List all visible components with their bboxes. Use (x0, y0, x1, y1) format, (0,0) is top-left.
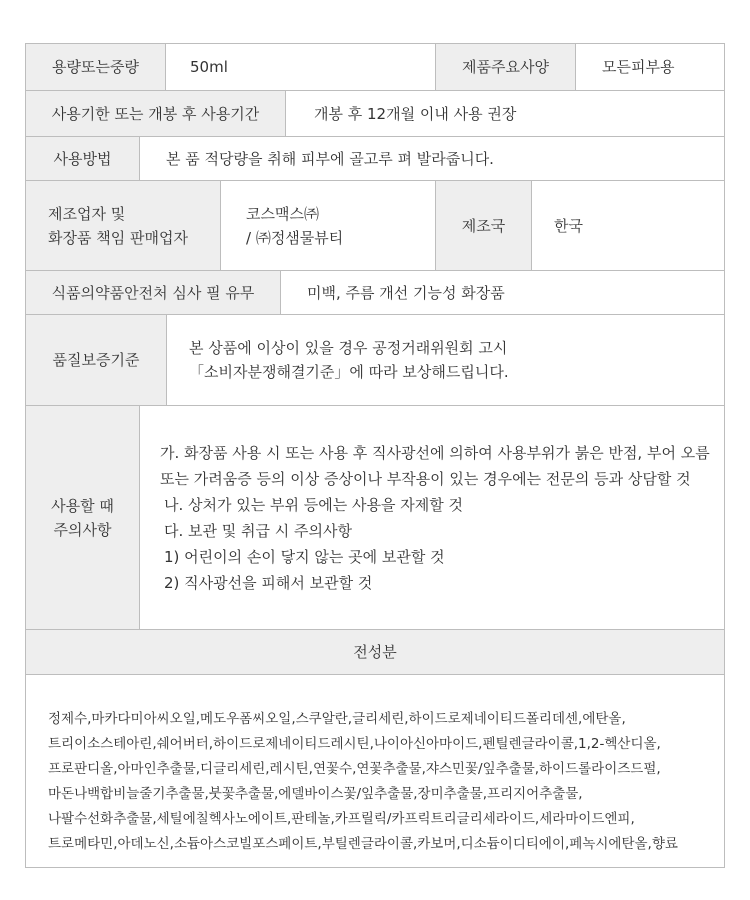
ingredients-label: 전성분 (26, 630, 724, 674)
row-maker (26, 181, 724, 271)
ingredient-line: 나팔수선화추출물,세틸에칠헥사노에이트,판테놀,카프릴릭/카프릭트리글리세라이드,세라마이드엔피, (48, 811, 635, 827)
maker-value-line: / ㈜정샘물뷰티 (246, 228, 344, 247)
quality-value (167, 315, 724, 405)
usage-value: 본 품 적당량을 취해 피부에 골고루 펴 발라줍니다. (166, 149, 494, 168)
caution-line: 다. 보관 및 취급 시 주의사항 (164, 521, 352, 540)
row-ingredients-header (26, 630, 724, 675)
caution-line: 2) 직사광선을 피해서 보관할 것 (164, 573, 373, 592)
row-usage (26, 137, 724, 181)
ingredient-line: 마돈나백합비늘줄기추출물,붓꽃추출물,에델바이스꽃/잎추출물,장미추출물,프리지어추출물, (48, 786, 583, 802)
caution-value (140, 406, 724, 629)
expiry-label: 사용기한 또는 개봉 후 사용기간 (26, 91, 286, 136)
caution-label-line: 사용할 때 (51, 496, 114, 515)
product-info-table (25, 43, 725, 868)
spec-label: 제품주요사양 (435, 44, 576, 90)
review-value: 미백, 주름 개선 기능성 화장품 (307, 283, 505, 302)
row-volume (26, 44, 724, 91)
row-quality (26, 315, 724, 406)
row-review (26, 271, 724, 315)
caution-line: 가. 화장품 사용 시 또는 사용 후 직사광선에 의하여 사용부위가 붉은 반점, 부어 오름 (160, 443, 710, 462)
maker-value (221, 181, 436, 270)
maker-value-line: 코스맥스㈜ (246, 204, 319, 223)
spec-value: 모든피부용 (602, 58, 675, 76)
caution-line: 1) 어린이의 손이 닿지 않는 곳에 보관할 것 (164, 547, 445, 566)
quality-label: 품질보증기준 (26, 315, 167, 405)
caution-label-line: 주의사항 (53, 520, 112, 539)
review-label: 식품의약품안전처 심사 필 유무 (26, 271, 281, 314)
row-caution (26, 406, 724, 630)
ingredients-list (48, 707, 708, 857)
volume-label: 용량또는중량 (26, 44, 166, 90)
ingredient-line: 트로메타민,아데노신,소듐아스코빌포스페이트,부틸렌글라이콜,카보머,디소듐이디티에이,페녹시에탄올,향료 (48, 836, 678, 852)
ingredient-line: 프로판디올,아마인추출물,디글리세린,레시틴,연꽃수,연꽃추출물,쟈스민꽃/잎추출물,하이드롤라이즈드펄, (48, 761, 661, 777)
ingredient-line: 트리이소스테아린,쉐어버터,하이드로제네이티드레시틴,나이아신아마이드,펜틸렌글라이콜,1,2-헥산디올, (48, 736, 661, 752)
usage-label: 사용방법 (26, 137, 140, 180)
volume-value: 50ml (190, 58, 228, 76)
maker-label-line: 화장품 책임 판매업자 (48, 228, 188, 247)
ingredient-line: 정제수,마카다미아씨오일,메도우폼씨오일,스쿠알란,글리세린,하이드로제네이티드폴리데센,에탄올, (48, 711, 626, 727)
maker-label-line: 제조업자 및 (48, 204, 126, 223)
row-expiry (26, 91, 724, 137)
row-ingredients-list (26, 675, 724, 867)
quality-value-line: 「소비자분쟁해결기준」에 따라 보상해드립니다. (189, 363, 509, 381)
caution-line: 또는 가려움증 등의 이상 증상이나 부작용이 있는 경우에는 전문의 등과 상담할 것 (160, 469, 691, 488)
caution-line: 나. 상처가 있는 부위 등에는 사용을 자제할 것 (164, 495, 463, 514)
expiry-value: 개봉 후 12개월 이내 사용 권장 (314, 104, 517, 123)
country-value: 한국 (554, 216, 583, 235)
maker-label (26, 181, 221, 270)
caution-label (26, 406, 140, 629)
country-label: 제조국 (435, 181, 532, 270)
quality-value-line: 본 상품에 이상이 있을 경우 공정거래위원회 고시 (189, 339, 508, 357)
